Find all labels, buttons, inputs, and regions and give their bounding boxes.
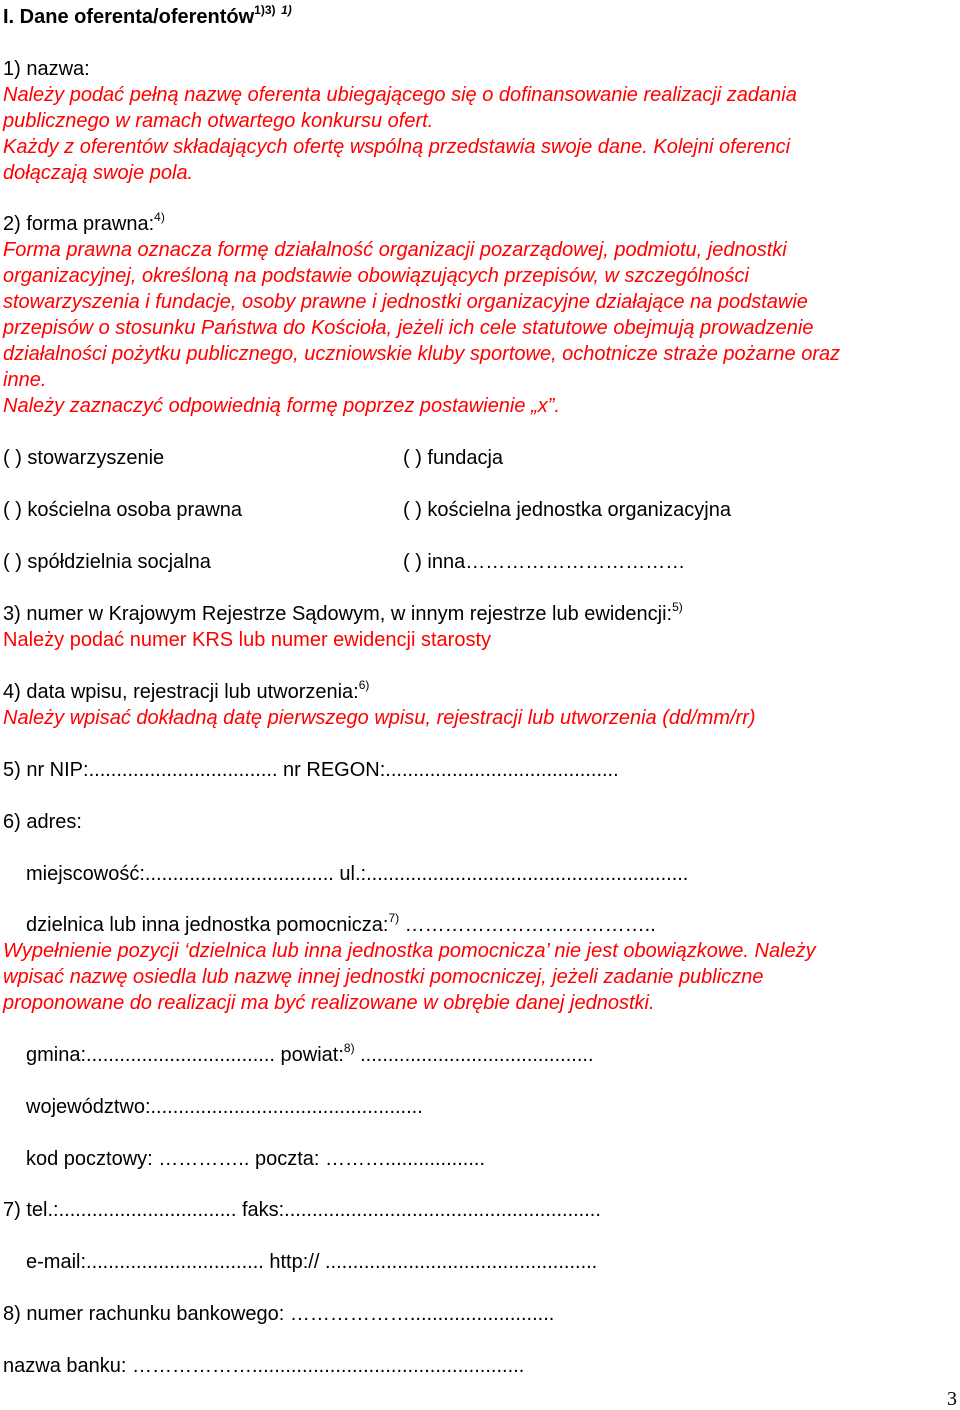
city-street-field[interactable]: miejscowość:.................................. ul.:.......................................................... xyxy=(26,863,689,885)
option-fundacja[interactable]: ( ) fundacja xyxy=(403,447,504,469)
voivodeship-field[interactable]: województwo:................................................. xyxy=(26,1096,423,1118)
entry-date-hint: Należy wpisać dokładną datę pierwszego wpisu, rejestracji lub utworzenia (dd/mm/rr) xyxy=(3,707,756,729)
district-hint-2: wpisać nazwę osiedla lub nazwę innej jednostki pomocniczej, jeżeli zadanie publiczne xyxy=(3,966,764,988)
district-hint-3: proponowane do realizacji ma być realizowane w obrębie danej jednostki. xyxy=(3,992,655,1014)
section-title: I. Dane oferenta/oferentów$^{1)3)}$ $^{1)}$ xyxy=(3,3,292,28)
legal-form-hint-1: Forma prawna oznacza formę działalność organizacji pozarządowej, podmiotu, jednostki xyxy=(3,239,787,261)
name-hint-2: publicznego w ramach otwartego konkursu ofert. xyxy=(3,110,434,132)
name-hint-4: dołączają swoje pola. xyxy=(3,162,194,184)
name-label: 1) nazwa: xyxy=(3,58,90,80)
legal-form-hint-2: organizacyjnej, określoną na podstawie obowiązujących przepisów, w szczególności xyxy=(3,265,749,287)
name-hint-1: Należy podać pełną nazwę oferenta ubiegającego się o dofinansowanie realizacji zadania xyxy=(3,84,797,106)
option-koscielna-osoba-prawna[interactable]: ( ) kościelna osoba prawna xyxy=(3,499,243,521)
bank-name-field[interactable]: nazwa banku: ………………................................................. xyxy=(3,1355,525,1377)
option-spoldzielnia-socjalna[interactable]: ( ) spółdzielnia socjalna xyxy=(3,551,211,573)
entry-date-label: 4) data wpisu, rejestracji lub utworzenia:$^{6)}$ xyxy=(3,678,370,703)
legal-form-hint-7: Należy zaznaczyć odpowiednią formę poprzez postawienie „x”. xyxy=(3,395,560,417)
district-hint-1: Wypełnienie pozycji ‘dzielnica lub inna jednostka pomocnicza’ nie jest obowiązkowe. Należy xyxy=(3,940,816,962)
register-label: 3) numer w Krajowym Rejestrze Sądowym, w innym rejestrze lub ewidencji:$^{5)}$ xyxy=(3,600,683,625)
legal-form-hint-6: inne. xyxy=(3,369,47,391)
legal-form-option-row xyxy=(3,550,686,574)
postcode-field[interactable]: kod pocztowy: ………….. poczta: ……….................. xyxy=(26,1148,486,1170)
register-hint: Należy podać numer KRS lub numer ewidencji starosty xyxy=(3,629,491,651)
tel-fax-field[interactable]: 7) tel.:................................ faks:......................................................... xyxy=(3,1199,601,1221)
page-number: 3 xyxy=(947,1388,957,1410)
legal-form-hint-3: stowarzyszenia i fundacje, osoby prawne i jednostki organizacyjne działające na podstawie xyxy=(3,291,808,313)
legal-form-hint-4: przepisów o stosunku Państwa do Kościoła, jeżeli ich cele statutowe obejmują prowadzenie xyxy=(3,317,814,339)
name-hint-3: Każdy z oferentów składających ofertę wspólną przedstawia swoje dane. Kolejni oferenci xyxy=(3,136,791,158)
option-koscielna-jednostka[interactable]: ( ) kościelna jednostka organizacyjna xyxy=(403,499,731,521)
option-inna[interactable]: ( ) inna…………………………… xyxy=(403,551,686,573)
legal-form-option-row xyxy=(3,498,731,522)
address-label: 6) adres: xyxy=(3,811,82,833)
bank-account-field[interactable]: 8) numer rachunku bankowego: ……………….......................... xyxy=(3,1303,555,1325)
gmina-powiat-field[interactable]: gmina:.................................. powiat:$^{8)}$ .......................................... xyxy=(26,1041,594,1066)
legal-form-hint-5: działalności pożytku publicznego, uczniowskie kluby sportowe, ochotnicze straże pożarne oraz xyxy=(3,343,841,365)
nip-regon-field[interactable]: 5) nr NIP:.................................. nr REGON:.......................................... xyxy=(3,759,619,781)
district-field[interactable]: dzielnica lub inna jednostka pomocnicza:$^{7)}$ ……………………………….. xyxy=(26,911,656,936)
legal-form-label: 2) forma prawna:$^{4)}$ xyxy=(3,210,165,235)
legal-form-option-row xyxy=(3,446,504,470)
email-http-field[interactable]: e-mail:................................ http:// ................................................. xyxy=(26,1251,598,1273)
option-stowarzyszenie[interactable]: ( ) stowarzyszenie xyxy=(3,447,165,469)
